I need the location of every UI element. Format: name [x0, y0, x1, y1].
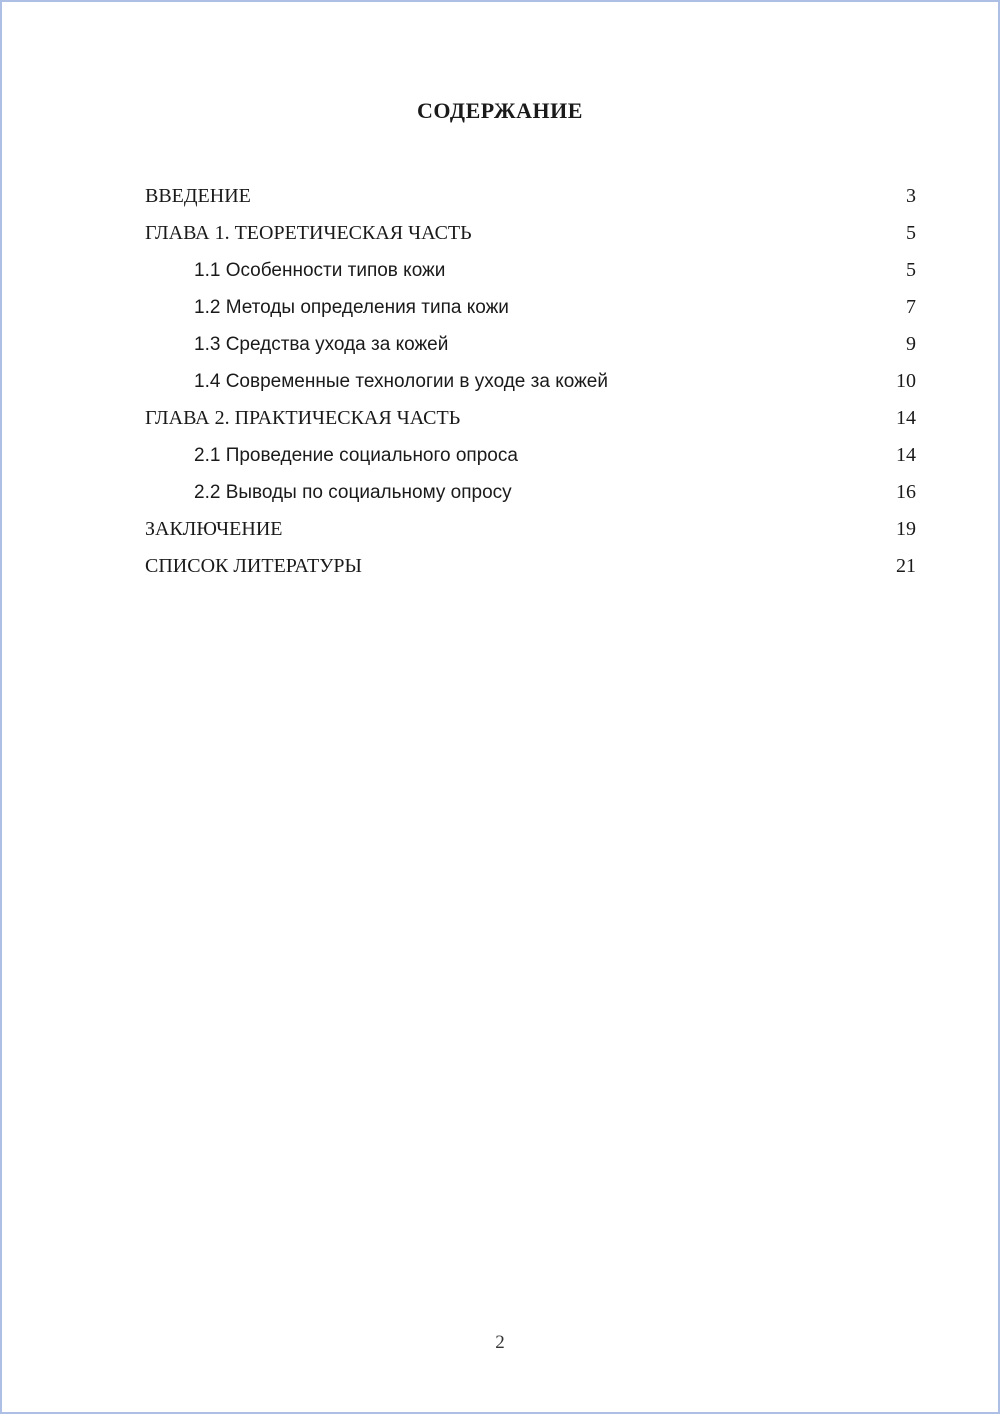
page-number-footer: 2 [495, 1332, 505, 1353]
toc-entry [145, 215, 916, 252]
toc-entry [145, 474, 916, 511]
toc-entry-page: 19 [896, 518, 916, 540]
toc-entry-label: 1.1 Особенности типов кожи [194, 260, 446, 281]
toc-entry-label: 1.4 Современные технологии в уходе за кожей [194, 371, 608, 392]
toc-entry [145, 400, 916, 437]
toc-entry-page: 7 [906, 296, 916, 318]
toc-entry [145, 437, 916, 474]
toc-entry-page: 9 [906, 333, 916, 355]
toc-entry-page: 21 [896, 555, 916, 577]
page-title: СОДЕРЖАНИЕ [417, 98, 583, 123]
toc-entry-label: 2.2 Выводы по социальному опросу [194, 482, 512, 503]
toc-entry [145, 548, 916, 585]
toc-entry-label: ЗАКЛЮЧЕНИЕ [145, 518, 283, 540]
toc-entry [145, 326, 916, 363]
toc-entry-label: 1.2 Методы определения типа кожи [194, 297, 509, 318]
toc-entry-page: 5 [906, 259, 916, 281]
toc-entry-page: 14 [896, 407, 916, 429]
toc-entry-page: 14 [896, 444, 916, 466]
toc-entry-label: 1.3 Средства ухода за кожей [194, 334, 449, 355]
toc-entry-page: 3 [906, 185, 916, 207]
toc-entry-label: СПИСОК ЛИТЕРАТУРЫ [145, 555, 362, 577]
toc-entry-label: ГЛАВА 2. ПРАКТИЧЕСКАЯ ЧАСТЬ [145, 407, 461, 429]
toc-entry-page: 5 [906, 222, 916, 244]
toc-entry [145, 511, 916, 548]
toc-entry [145, 363, 916, 400]
toc-entry-label: ВВЕДЕНИЕ [145, 185, 251, 207]
toc-entry-label: 2.1 Проведение социального опроса [194, 445, 518, 466]
toc-entry [145, 289, 916, 326]
toc-entry-label: ГЛАВА 1. ТЕОРЕТИЧЕСКАЯ ЧАСТЬ [145, 222, 472, 244]
toc-list [2, 178, 998, 585]
toc-entry [145, 178, 916, 215]
toc-entry-page: 10 [896, 370, 916, 392]
toc-entry [145, 252, 916, 289]
toc-entry-page: 16 [896, 481, 916, 503]
